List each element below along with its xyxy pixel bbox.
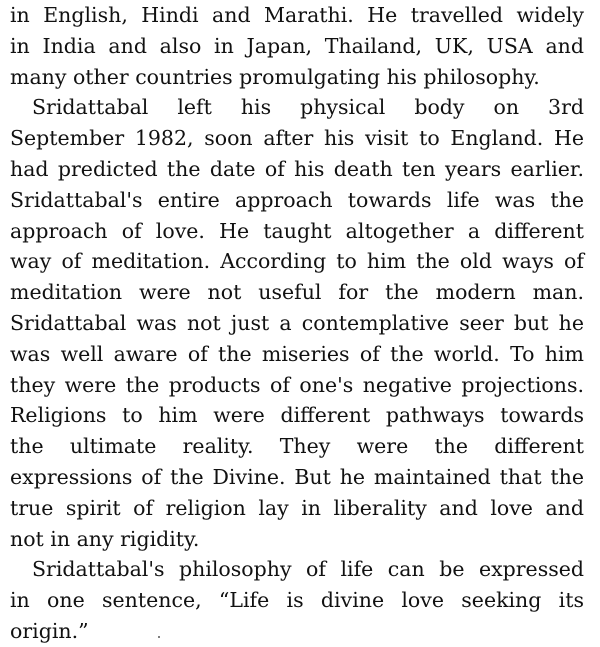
text-line: in English, Hindi and Marathi. He travelled widely xyxy=(10,3,584,27)
text-line: approach of love. He taught altogether a different xyxy=(10,218,584,243)
text-line: was well aware of the miseries of the world. To him xyxy=(10,341,584,366)
text-line: origin.” xyxy=(10,618,89,643)
text-line: the ultimate reality. They were the different xyxy=(10,434,584,459)
text-line: true spirit of religion lay in liberality and love and xyxy=(10,495,584,520)
text-line: they were the products of one's negative projections. xyxy=(10,372,584,397)
text-line: many other countries promulgating his philosophy. xyxy=(10,64,540,89)
text-line: had predicted the date of his death ten years earlier. xyxy=(10,156,584,181)
text-line: not in any rigidity. xyxy=(10,526,200,551)
text-line: in one sentence, “Life is divine love seeking its xyxy=(10,588,584,613)
print-speck xyxy=(158,636,160,638)
document-page xyxy=(10,0,584,647)
text-line: Sridattabal's entire approach towards life was the xyxy=(10,187,584,212)
text-line: meditation were not useful for the modern man. xyxy=(10,280,584,305)
paragraph-1 xyxy=(10,0,584,92)
paragraph-2 xyxy=(10,92,584,554)
text-line: in India and also in Japan, Thailand, UK, USA and xyxy=(10,33,584,58)
text-line: expressions of the Divine. But he maintained that the xyxy=(10,464,584,489)
text-line: Sridattabal was not just a contemplative seer but he xyxy=(10,310,584,335)
text-line: Religions to him were different pathways towards xyxy=(10,403,584,428)
text-line: Sridattabal's philosophy of life can be expressed xyxy=(32,557,584,582)
text-line: September 1982, soon after his visit to England. He xyxy=(10,126,584,151)
paragraph-3 xyxy=(10,554,584,646)
text-line: way of meditation. According to him the old ways of xyxy=(10,249,584,274)
text-line: Sridattabal left his physical body on 3rd xyxy=(32,95,584,120)
